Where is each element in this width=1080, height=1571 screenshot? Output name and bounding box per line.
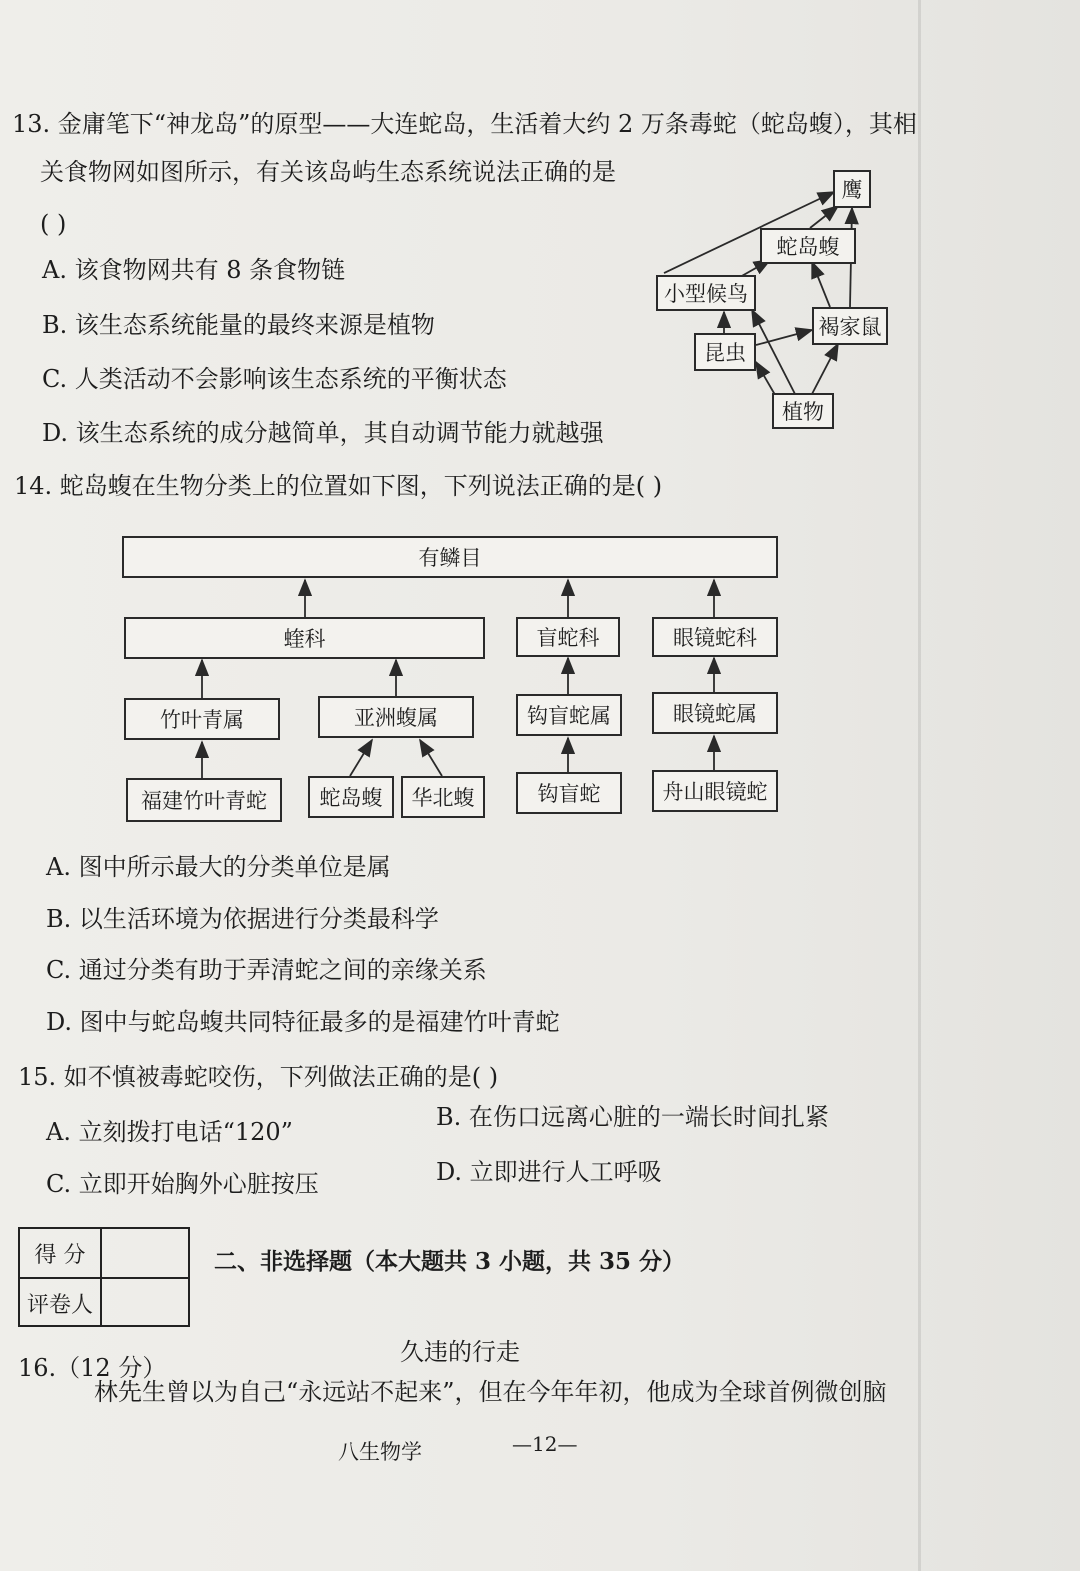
q13-option-a: A. 该食物网共有 8 条食物链 [42,256,346,284]
q13-option-c: C. 人类活动不会影响该生态系统的平衡状态 [42,365,507,393]
q15-option-b: B. 在伤口远离心脏的一端长时间扎紧 [436,1103,829,1131]
q14-option-d: D. 图中与蛇岛蝮共同特征最多的是福建竹叶青蛇 [46,1008,560,1036]
score-label: 得 分 [20,1229,102,1277]
q13-stem-line1: 13. 金庸笔下“神龙岛”的原型——大连蛇岛，生活着大约 2 万条毒蛇（蛇岛蝮），其相 [12,110,917,138]
q16-number: 16.（12 分） [18,1354,167,1382]
q16-text: 林先生曾以为自己“永远站不起来”，但在今年年初，他成为全球首例微创脑 [94,1378,887,1406]
food-web-plant: 植物 [772,393,834,429]
q13-option-d: D. 该生态系统的成分越简单，其自动调节能力就越强 [42,419,604,447]
taxon-family-viperidae: 蝰科 [124,617,485,659]
food-web-eagle: 鹰 [833,170,871,208]
grader-label: 评卷人 [20,1279,102,1327]
taxon-order: 有鳞目 [122,536,778,578]
food-web-bird: 小型候鸟 [656,275,756,311]
taxon-genus-naja: 眼镜蛇属 [652,692,778,734]
score-cell [102,1229,188,1277]
q14-option-a: A. 图中所示最大的分类单位是属 [46,853,391,881]
q13-stem-line2: 关食物网如图所示，有关该岛屿生态系统说法正确的是 [40,158,616,186]
taxon-species-zhoushan-cobra: 舟山眼镜蛇 [652,770,778,812]
section2-title: 二、非选择题（本大题共 3 小题，共 35 分） [214,1248,686,1275]
food-web-viper: 蛇岛蝮 [760,228,856,264]
taxon-family-elapidae: 眼镜蛇科 [652,617,778,657]
q13-option-b: B. 该生态系统能量的最终来源是植物 [42,311,435,339]
q14-option-b: B. 以生活环境为依据进行分类最科学 [46,905,439,933]
q13-answer-paren: ( ) [40,210,67,238]
q16-title: 久违的行走 [400,1338,520,1366]
food-web-rat: 褐家鼠 [812,307,888,345]
taxon-genus-trimeresurus: 竹叶青属 [124,698,280,740]
taxon-species-shedao-pit-viper: 蛇岛蝮 [308,776,394,818]
q15-option-a: A. 立刻拨打电话“120” [46,1118,293,1146]
taxon-genus-ramphotyphlops: 钩盲蛇属 [516,694,622,736]
taxon-species-fujian-bamboo-viper: 福建竹叶青蛇 [126,778,282,822]
taxon-genus-gloydius: 亚洲蝮属 [318,696,474,738]
taxon-family-typhlopidae: 盲蛇科 [516,617,620,657]
grader-cell [102,1279,188,1327]
footer-subject: 八生物学 [338,1440,422,1464]
q15-option-c: C. 立即开始胸外心脏按压 [46,1170,319,1198]
food-web-insect: 昆虫 [694,333,756,371]
q14-stem: 14. 蛇岛蝮在生物分类上的位置如下图，下列说法正确的是( ) [14,472,663,500]
taxon-species-blind-snake: 钩盲蛇 [516,772,622,814]
footer-page-number: —12— [512,1432,578,1456]
q14-option-c: C. 通过分类有助于弄清蛇之间的亲缘关系 [46,956,487,984]
score-table [18,1227,190,1327]
taxon-species-north-china-pit-viper: 华北蝮 [401,776,485,818]
q15-option-d: D. 立即进行人工呼吸 [436,1158,662,1186]
q15-stem: 15. 如不慎被毒蛇咬伤，下列做法正确的是( ) [18,1063,499,1091]
